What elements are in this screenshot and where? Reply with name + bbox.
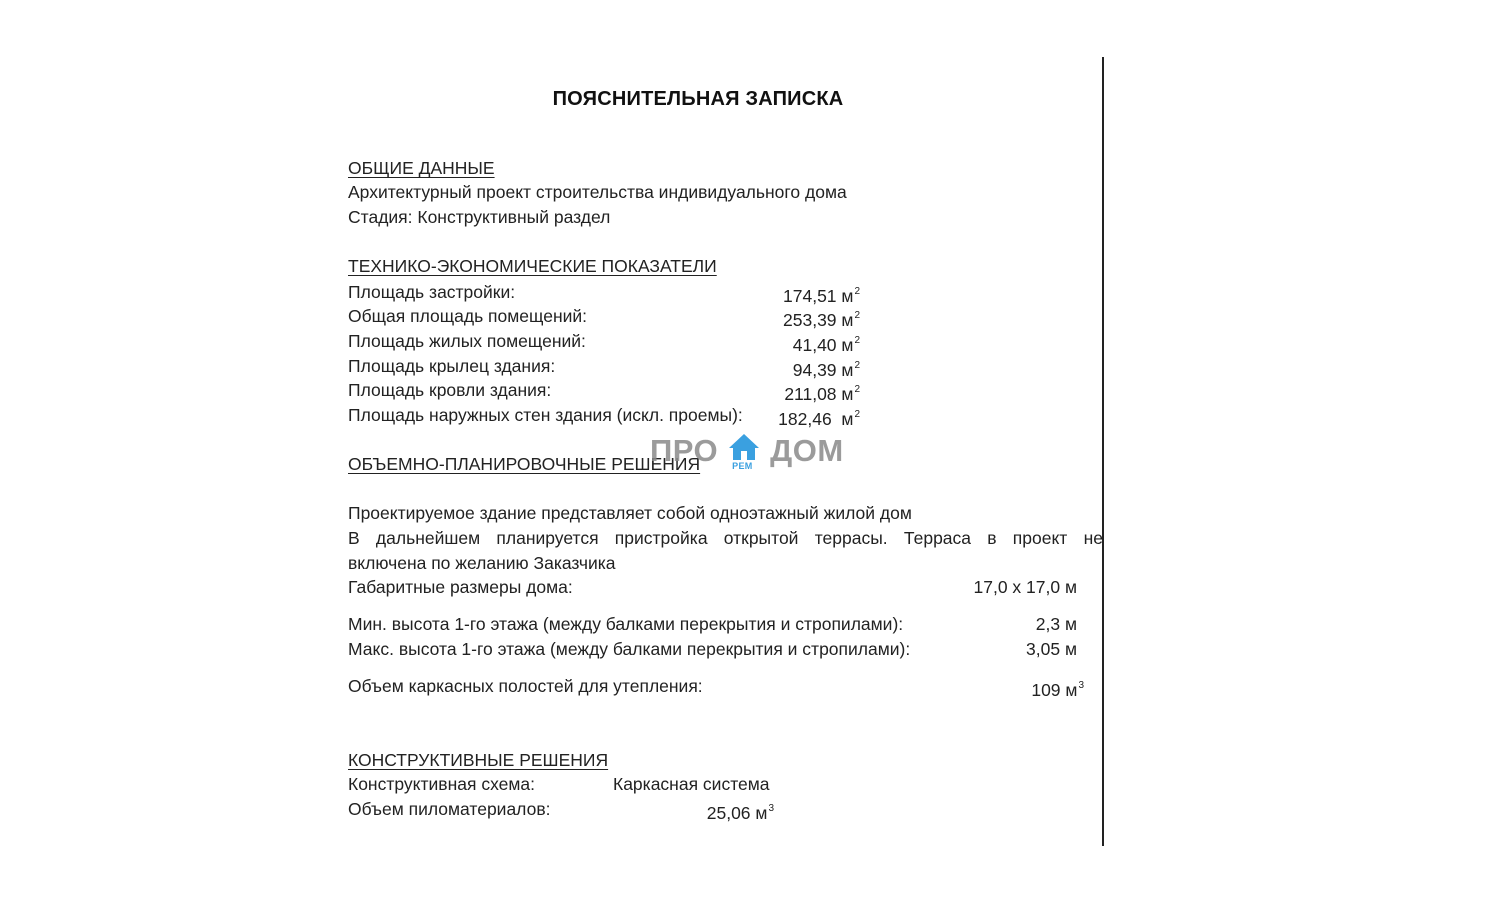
word: не bbox=[1083, 528, 1103, 548]
tech-row-label: Площадь наружных стен здания (искл. проемы): bbox=[348, 405, 743, 425]
tech-row-value: 41,40 $м^2$ bbox=[792, 335, 860, 355]
general-line-2: Стадия: Конструктивный раздел bbox=[348, 207, 611, 227]
scheme-value: Каркасная система bbox=[613, 774, 770, 794]
tech-heading: ТЕХНИКО-ЭКОНОМИЧЕСКИЕ ПОКАЗАТЕЛИ bbox=[348, 256, 717, 276]
word: планируется bbox=[496, 528, 599, 548]
house-icon bbox=[726, 432, 762, 470]
tech-row-label: Площадь жилых помещений: bbox=[348, 331, 586, 351]
planning-heading: ОБЪЕМНО-ПЛАНИРОВОЧНЫЕ РЕШЕНИЯ bbox=[348, 454, 701, 474]
hmin-label: Мин. высота 1-го этажа (между балками перекрытия и стропилами): bbox=[348, 614, 904, 634]
word: пристройка bbox=[614, 528, 708, 548]
hmin-value: 2,3 м bbox=[1035, 614, 1077, 634]
general-heading: ОБЩИЕ ДАННЫЕ bbox=[348, 158, 495, 178]
dims-label: Габаритные размеры дома: bbox=[348, 577, 573, 597]
planning-paragraph-3: включена по желанию Заказчика bbox=[348, 553, 616, 573]
planning-paragraph-2 bbox=[348, 527, 1103, 549]
watermark-text-left: ПРО bbox=[650, 433, 719, 468]
word: Терраса bbox=[903, 528, 972, 548]
watermark-small-text: РЕМ bbox=[732, 461, 753, 471]
watermark-text-right: ДОМ bbox=[770, 433, 844, 468]
lumber-label: Объем пиломатериалов: bbox=[348, 799, 551, 819]
planning-paragraph-1: Проектируемое здание представляет собой одноэтажный жилой дом bbox=[348, 503, 912, 523]
page-edge-line bbox=[1102, 57, 1104, 846]
word: террасы. bbox=[814, 528, 888, 548]
tech-row-label: Площадь застройки: bbox=[348, 282, 516, 302]
tech-row-label: Общая площадь помещений: bbox=[348, 306, 588, 326]
document-title: ПОЯСНИТЕЛЬНАЯ ЗАПИСКА bbox=[552, 88, 844, 110]
tech-row-value: 211,08 $м^2$ bbox=[784, 384, 860, 404]
general-line-1: Архитектурный проект строительства индивидуального дома bbox=[348, 182, 847, 202]
tech-row-value: 94,39 $м^2$ bbox=[792, 360, 860, 380]
tech-row-label: Площадь кровли здания: bbox=[348, 380, 552, 400]
tech-row-label: Площадь крылец здания: bbox=[348, 356, 556, 376]
scheme-label: Конструктивная схема: bbox=[348, 774, 535, 794]
tech-row-value: 182,46 $м^2$ bbox=[778, 409, 860, 429]
word: дальнейшем bbox=[375, 528, 481, 548]
dims-value: 17,0 х 17,0 м bbox=[973, 577, 1077, 597]
word: в bbox=[987, 528, 997, 548]
prodom-watermark-logo bbox=[650, 432, 844, 472]
lumber-value: 25,06 $м^3$ bbox=[706, 803, 774, 823]
word: открытой bbox=[723, 528, 799, 548]
tech-row-value: 174,51 $м^2$ bbox=[783, 286, 860, 306]
word: проект bbox=[1012, 528, 1068, 548]
word: В bbox=[348, 528, 360, 548]
tech-row-value: 253,39 $м^2$ bbox=[783, 310, 860, 330]
volume-value: 109 $м^3$ bbox=[1031, 680, 1084, 700]
volume-label: Объем каркасных полостей для утепления: bbox=[348, 676, 703, 696]
hmax-value: 3,05 м bbox=[1026, 639, 1077, 659]
hmax-label: Макс. высота 1-го этажа (между балками перекрытия и стропилами): bbox=[348, 639, 911, 659]
construct-heading: КОНСТРУКТИВНЫЕ РЕШЕНИЯ bbox=[348, 750, 609, 770]
